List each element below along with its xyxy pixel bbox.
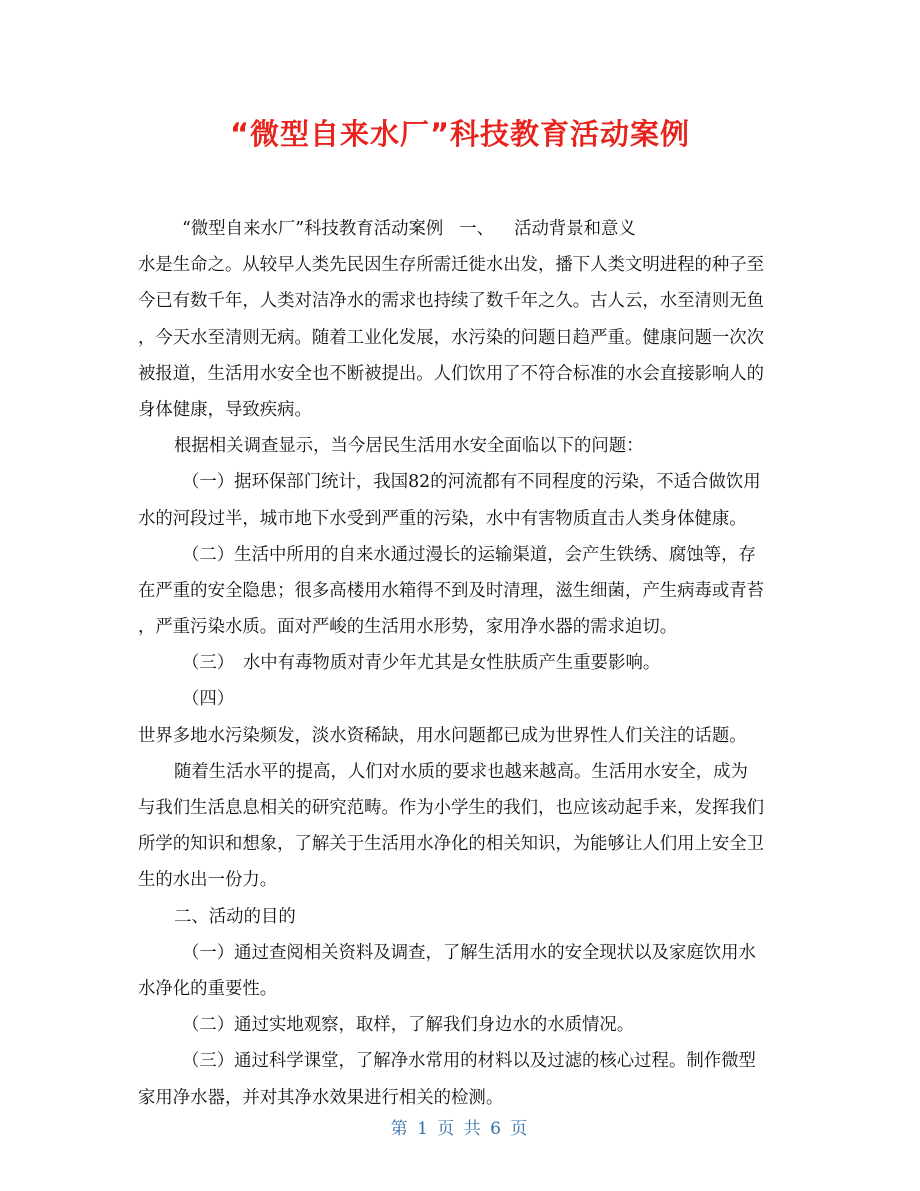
- list-item-line: （四）: [182, 689, 235, 710]
- list-item-line: （三） 水中有毒物质对青少年尤其是女性肤质产生重要影响。: [182, 653, 661, 674]
- document-title: “微型自来水厂”科技教育活动案例: [229, 117, 691, 151]
- intro-lead: “微型自来水厂”科技教育活动案例: [182, 219, 444, 239]
- list-item-line: （一）通过查阅相关资料及调查，了解生活用水的安全现状以及家庭饮用水: [182, 942, 756, 963]
- paragraph-line: 水净化的重要性。: [138, 978, 278, 999]
- section-heading: 二、活动的目的: [174, 906, 296, 927]
- paragraph-line: 今已有数千年，人类对洁净水的需求也持续了数千年之久。古人云，水至清则无鱼: [138, 291, 765, 312]
- document-body: [138, 211, 788, 1116]
- intro-line: [138, 211, 788, 247]
- intro-section-number: 一、: [459, 219, 495, 239]
- paragraph-line: ，严重污染水质。面对严峻的生活用水形势，家用净水器的需求迫切。: [138, 617, 678, 638]
- paragraph-line: 与我们生活息息相关的研究范畴。作为小学生的我们，也应该动起手来，发挥我们: [138, 798, 765, 818]
- list-item-line: （一）据环保部门统计，我国82的河流都有不同程度的污染，不适合做饮用: [182, 472, 761, 493]
- list-item-line: （三）通过科学课堂，了解净水常用的材料以及过滤的核心过程。制作微型: [182, 1051, 756, 1072]
- paragraph-line: 水是生命之。从较早人类先民因生存所需迁徙水出发，播下人类文明进程的种子至: [138, 255, 765, 276]
- paragraph-line: 世界多地水污染频发，淡水资稀缺，用水问题都已成为世界性人们关注的话题。: [138, 725, 747, 746]
- paragraph-line: 家用净水器，并对其净水效果进行相关的检测。: [138, 1087, 504, 1108]
- paragraph-line: 被报道，生活用水安全也不断被提出。人们饮用了不符合标准的水会直接影响人的: [138, 363, 765, 384]
- paragraph-line: 所学的知识和想象，了解关于生活用水净化的相关知识，为能够让人们用上安全卫: [138, 834, 765, 855]
- paragraph-line: 根据相关调查显示，当今居民生活用水安全面临以下的问题：: [174, 436, 644, 457]
- paragraph-line: 在严重的安全隐患；很多高楼用水箱得不到及时清理，滋生细菌，产生病毒或青苔: [138, 580, 765, 601]
- list-item-line: （二）生活中所用的自来水通过漫长的运输渠道，会产生铁绣、腐蚀等，存: [182, 544, 756, 565]
- page-number-footer: 第 1 页 共 6 页: [390, 1119, 530, 1139]
- paragraph-line: 身体健康，导致疾病。: [138, 399, 312, 420]
- paragraph-line: 随着生活水平的提高，人们对水质的要求也越来越高。生活用水安全，成为: [174, 761, 748, 782]
- intro-heading: 活动背景和意义: [514, 219, 636, 239]
- paragraph-line: ，今天水至清则无病。随着工业化发展，水污染的问题日趋严重。健康问题一次次: [138, 327, 765, 348]
- paragraph-line: 生的水出一份力。: [138, 870, 278, 891]
- paragraph-line: 水的河段过半，城市地下水受到严重的污染，水中有害物质直击人类身体健康。: [138, 508, 747, 529]
- list-item-line: （二）通过实地观察，取样，了解我们身边水的水质情况。: [182, 1015, 635, 1036]
